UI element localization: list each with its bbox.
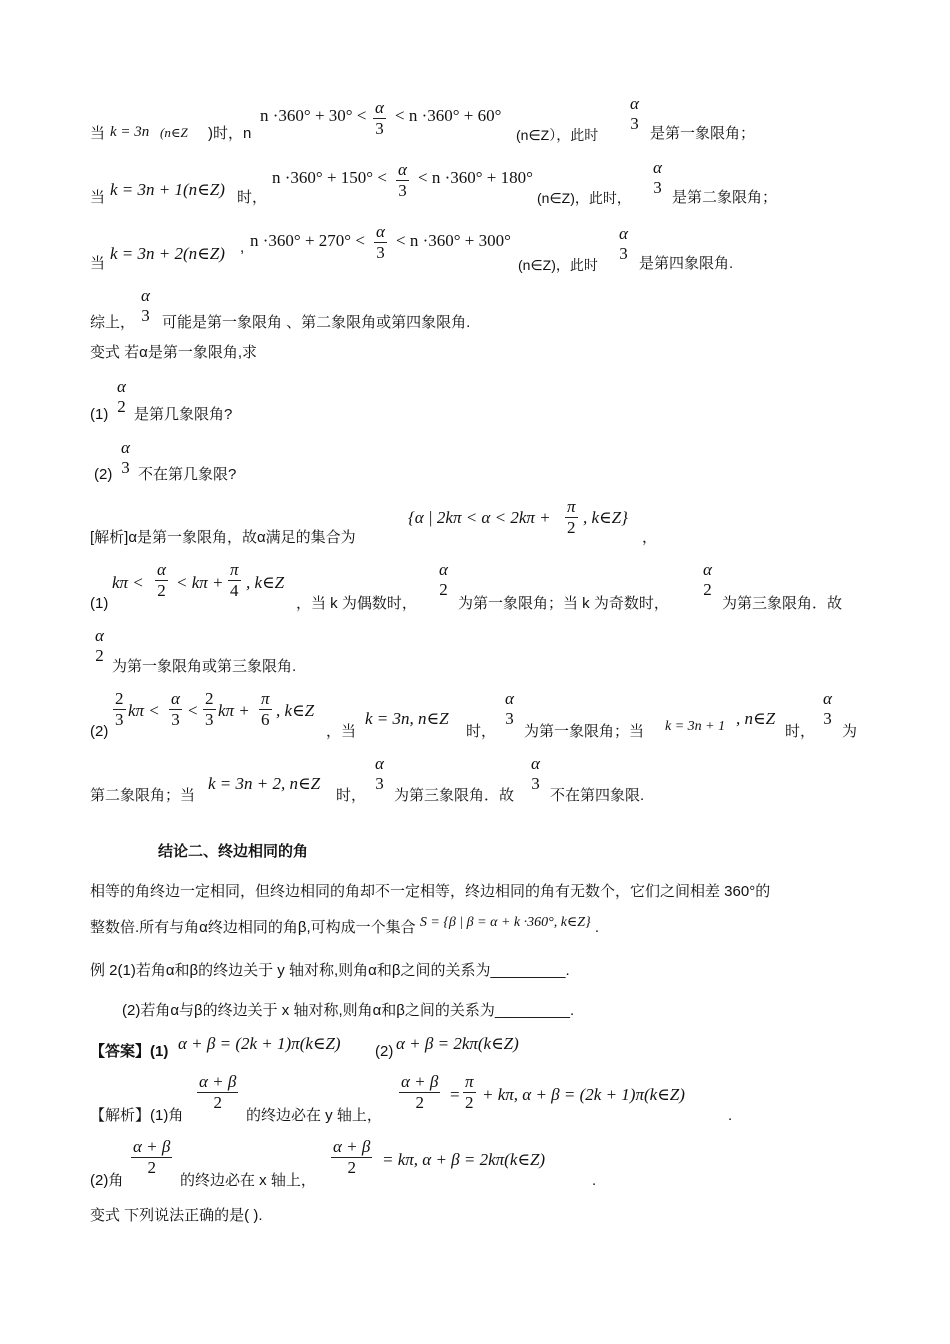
text: 为第一象限角；当 k 为奇数时， xyxy=(458,595,669,612)
math: , k∈Z} xyxy=(583,508,628,527)
numerator: α xyxy=(823,689,832,708)
math: n ·360° + 270° < xyxy=(250,231,365,250)
text: . xyxy=(592,1172,597,1189)
denominator: 3 xyxy=(630,114,639,133)
text: 是第二象限角； xyxy=(672,189,778,206)
denominator: 2 xyxy=(567,518,576,537)
numerator: α xyxy=(505,689,514,708)
text: (2)角 xyxy=(90,1172,124,1189)
math: n ·360° + 150° < xyxy=(272,168,387,187)
math: = xyxy=(450,1085,460,1104)
numerator: α xyxy=(531,754,540,773)
text: 不在第四象限. xyxy=(550,787,645,804)
text: 的终边必在 y 轴上， xyxy=(246,1107,382,1124)
text: )时，n xyxy=(208,125,252,142)
text: (n∈Z)，此时 xyxy=(518,257,598,273)
answer-label: 【答案】(1) xyxy=(90,1043,169,1060)
text: 为第三象限角．故 xyxy=(394,787,515,804)
example-2-part1: 例 2(1)若角α和β的终边关于 y 轴对称,则角α和β之间的关系为_________. xyxy=(90,962,570,979)
numerator: α xyxy=(376,222,385,241)
numerator: π xyxy=(465,1072,474,1091)
math: = kπ, α + β = 2kπ(k∈Z) xyxy=(382,1150,546,1169)
fraction xyxy=(331,1137,372,1178)
text: 是第几象限角? xyxy=(134,406,233,423)
denominator: 2 xyxy=(415,1093,424,1112)
text: 为 xyxy=(842,723,858,740)
numerator: π xyxy=(230,560,239,579)
numerator: π xyxy=(567,497,576,516)
denominator: 2 xyxy=(157,581,166,600)
math: (n∈Z xyxy=(160,125,188,140)
fraction xyxy=(529,754,542,794)
text: 时， xyxy=(336,787,367,804)
text: (n∈Z)，此时， xyxy=(537,190,631,206)
numerator: α xyxy=(375,98,384,117)
text: 当 xyxy=(90,125,106,142)
section-heading: 结论二、终边相同的角 xyxy=(158,843,309,860)
numerator: α xyxy=(375,754,384,773)
text: [解析]α是第一象限角，故α满足的集合为 xyxy=(90,529,356,546)
math: < n ·360° + 180° xyxy=(418,168,533,187)
numerator: α xyxy=(117,377,126,396)
text: 为第一象限角或第三象限角. xyxy=(112,658,297,675)
fraction xyxy=(93,626,106,666)
numerator: α xyxy=(619,224,628,243)
denominator: 6 xyxy=(261,710,270,729)
fraction xyxy=(373,98,386,139)
fraction xyxy=(115,377,128,417)
denominator: 3 xyxy=(115,710,124,729)
text: 整数倍.所有与角α终边相同的角β,可构成一个集合 xyxy=(90,919,416,936)
numerator: 2 xyxy=(205,689,214,708)
numerator: α + β xyxy=(133,1137,171,1156)
numerator: α xyxy=(703,560,712,579)
denominator: 3 xyxy=(121,458,130,477)
denominator: 3 xyxy=(205,710,214,729)
text: (2) xyxy=(90,723,109,740)
numerator: α xyxy=(95,626,104,645)
denominator: 2 xyxy=(95,646,104,665)
text: 是第一象限角； xyxy=(650,125,756,142)
text: (1) xyxy=(90,406,109,423)
math: {α | 2kπ < α < 2kπ + xyxy=(408,508,551,527)
numerator: α xyxy=(141,286,150,305)
denominator: 3 xyxy=(505,709,514,728)
text: ， xyxy=(642,529,658,546)
fraction xyxy=(565,497,578,538)
math: + kπ, α + β = (2k + 1)π(k∈Z) xyxy=(482,1085,685,1104)
paragraph-line-2 xyxy=(90,915,600,939)
math: < n ·360° + 300° xyxy=(396,231,511,250)
denominator: 3 xyxy=(398,181,407,200)
denominator: 3 xyxy=(171,710,180,729)
fraction xyxy=(203,689,216,730)
denominator: 3 xyxy=(141,306,150,325)
math: kπ + xyxy=(218,701,250,720)
numerator: 2 xyxy=(115,689,124,708)
math: < kπ + xyxy=(176,573,224,592)
text: 时， xyxy=(237,189,268,206)
math: k = 3n + 1 xyxy=(665,719,726,734)
math: k = 3n, n∈Z xyxy=(365,709,449,728)
denominator: 3 xyxy=(619,244,628,263)
fraction xyxy=(701,560,714,600)
numerator: α xyxy=(171,689,180,708)
denominator: 2 xyxy=(147,1158,156,1177)
text: ，当 xyxy=(326,723,357,740)
text: 是第四象限角. xyxy=(639,255,734,272)
variant-last: 变式 下列说法正确的是( ). xyxy=(90,1207,263,1224)
text: 为第一象限角；当 xyxy=(524,723,645,740)
text: 为第三象限角．故 xyxy=(722,595,843,612)
text: 【解析】(1)角 xyxy=(90,1107,184,1124)
math: < xyxy=(188,701,198,720)
math: , k∈Z xyxy=(246,573,285,592)
denominator: 3 xyxy=(375,774,384,793)
paragraph-line-1: 相等的角终边一定相同，但终边相同的角却不一定相等，终边相同的角有无数个，它们之间相差 360°的 xyxy=(90,883,771,900)
fraction xyxy=(374,222,387,263)
text: 当 xyxy=(90,189,106,206)
fraction xyxy=(139,286,152,326)
variant-question: 变式 若α是第一象限角,求 xyxy=(90,344,258,361)
text: 综上， xyxy=(90,314,136,331)
text: . xyxy=(594,919,600,936)
math: k = 3n + 2, n∈Z xyxy=(208,774,321,793)
math: α + β = 2kπ(k∈Z) xyxy=(396,1034,519,1053)
text: 时， xyxy=(785,723,816,740)
math: k = 3n xyxy=(110,124,150,140)
fraction xyxy=(437,560,450,600)
denominator: 2 xyxy=(465,1093,474,1112)
denominator: 4 xyxy=(230,581,239,600)
math: kπ < xyxy=(128,701,160,720)
math: n ·360° + 30° < xyxy=(260,106,367,125)
math: , n∈Z xyxy=(736,709,776,728)
text: 当 xyxy=(90,255,106,272)
math: < n ·360° + 60° xyxy=(395,106,502,125)
numerator: α + β xyxy=(199,1072,237,1091)
text: ，当 k 为偶数时， xyxy=(296,595,417,612)
fraction xyxy=(463,1072,476,1113)
math: k = 3n + 1(n∈Z) xyxy=(110,180,225,199)
denominator: 2 xyxy=(213,1093,222,1112)
text: 时， xyxy=(466,723,497,740)
numerator: α xyxy=(157,560,166,579)
fraction xyxy=(169,689,182,730)
math: S = {β | β = α + k ·360°, k∈Z} xyxy=(419,915,591,930)
math: kπ < xyxy=(112,573,144,592)
fraction xyxy=(119,438,132,478)
text: 第二象限角；当 xyxy=(90,787,196,804)
text: 的终边必在 x 轴上， xyxy=(180,1172,316,1189)
math: , k∈Z xyxy=(276,701,315,720)
denominator: 3 xyxy=(375,119,384,138)
denominator: 2 xyxy=(347,1158,356,1177)
text: (n∈Z），此时 xyxy=(516,127,599,143)
fraction xyxy=(503,689,516,729)
example-2-part2: (2)若角α与β的终边关于 x 轴对称,则角α和β之间的关系为_________. xyxy=(122,1002,575,1019)
denominator: 2 xyxy=(703,580,712,599)
fraction xyxy=(373,754,386,794)
fraction xyxy=(155,560,168,601)
fraction xyxy=(399,1072,440,1113)
math: k = 3n + 2(n∈Z) xyxy=(110,244,225,263)
fraction xyxy=(628,94,641,134)
denominator: 3 xyxy=(653,178,662,197)
text: (2) xyxy=(375,1043,394,1060)
numerator: α + β xyxy=(333,1137,371,1156)
fraction xyxy=(228,560,241,601)
text: . xyxy=(728,1107,733,1124)
text: 可能是第一象限角 、第二象限角或第四象限角. xyxy=(162,314,471,331)
numerator: α + β xyxy=(401,1072,439,1091)
denominator: 3 xyxy=(376,243,385,262)
denominator: 2 xyxy=(439,580,448,599)
fraction xyxy=(259,689,272,730)
denominator: 3 xyxy=(823,709,832,728)
fraction xyxy=(113,689,126,730)
text: (1) xyxy=(90,595,109,612)
text: , xyxy=(240,239,245,256)
fraction xyxy=(821,689,834,729)
fraction xyxy=(651,158,664,198)
text: 不在第几象限? xyxy=(138,466,237,483)
fraction xyxy=(617,224,630,264)
math: α + β = (2k + 1)π(k∈Z) xyxy=(178,1034,341,1053)
text: (2) xyxy=(94,466,113,483)
numerator: α xyxy=(439,560,448,579)
numerator: α xyxy=(630,94,639,113)
numerator: α xyxy=(121,438,130,457)
denominator: 3 xyxy=(531,774,540,793)
fraction xyxy=(131,1137,172,1178)
numerator: π xyxy=(261,689,270,708)
numerator: α xyxy=(653,158,662,177)
numerator: α xyxy=(398,160,407,179)
fraction xyxy=(197,1072,238,1113)
fraction xyxy=(396,160,409,201)
denominator: 2 xyxy=(117,397,126,416)
